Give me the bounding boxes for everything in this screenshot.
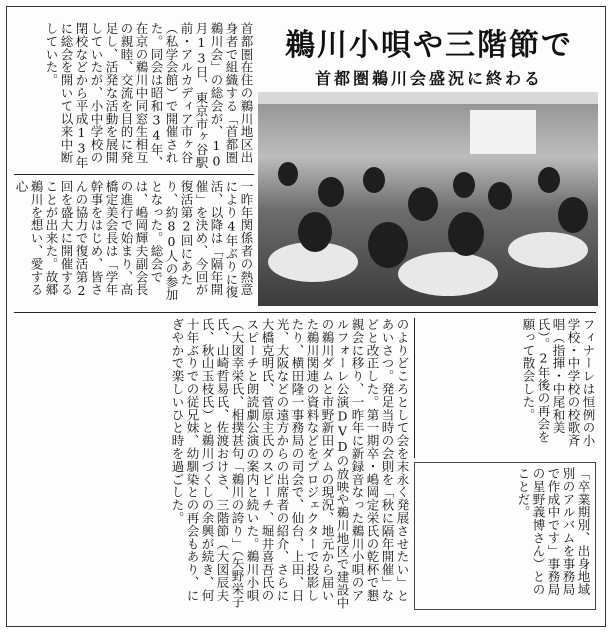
article-column-4: フィナーレは恒例の小学校・中学校の校歌斉唱（指揮・中尾和美氏）。2年後の再会を願って散会した。 (521, 318, 596, 447)
attendee (278, 162, 298, 186)
ceiling-lights (258, 92, 598, 104)
projector-screen (470, 110, 536, 154)
subheadline: 首都圏鵜川会盛況に終わる (314, 69, 543, 88)
section-divider (14, 312, 596, 313)
attendee (453, 172, 475, 198)
attendee (368, 222, 408, 268)
attendee (318, 177, 344, 207)
article-column-3: のよりどころとして会を末永く発展させたい」とあいさつ。発足当時の会則を「秋に隔年開催」などと改正した。第一期卒・嶋岡定栄氏の乾杯で懇親会に移り、一昨年に新録音なった鵜川小唄のアルフォーレ公演DVDの放映や鵜川地区で建設中の鵜川ダムと市野新田ダムの現況、地元から届いた鵜川関連の資料などをプロジェクターで投影したり、横田隆一事務局の司会で、仙台、上田、日光、大阪などの遠方からの出席者の紹介、さらに大橋克明氏、菅原主氏のスピーチ、堀井喜吾氏のスピーチと朗読劇公演の案内と続いた。鵜川小唄（大図幸栄氏、相撲甚句「鵜川の誇り」（矢野栄子氏、山崎哲易氏、佐渡おけさ、三階節（大図辰夫氏、秋山玉枝氏）と鵜川づくしの余興が続き、何十年ぶりでの従兄妹、幼馴染との再会もあり、にぎやかで楽しいひと時を過ごした。 (170, 318, 410, 610)
attendee (448, 212, 484, 256)
attendee (363, 167, 385, 193)
article-column-2: 一昨年関係者の熱意により4年ぶりに復活、以降は「隔年開催」を決め、今回が復活第2回にあたり、約80人の参加となった。総会では、嶋岡輝夫副会長の進行で始まり、高橋定美会長は「学年幹事をはじめ、皆さんの協力で復活第2回を盛大に開催することが出来た。故郷鵜川を想い、愛する心 (14, 180, 254, 302)
attendee (558, 197, 588, 233)
attendee (538, 167, 560, 193)
attendee (488, 182, 512, 210)
boxed-note (414, 462, 596, 610)
article-column-1: 首都圏在住の鵜川地区出身者で組織する「首都圏鵜川会」の総会が、10月13日、東京市ヶ谷駅前・アルカディア市ヶ谷（私学会館）で開催された。同会は昭和34年、在京の鵜川中同窓生相互の親睦、交流を目的に発足し、活発な活動を展開していたが、小中学校の閉校などから平成13年に総会を開いて以来中断していた。 (44, 22, 254, 169)
event-photo (258, 92, 598, 306)
round-table (398, 252, 498, 296)
attendee (298, 212, 332, 252)
column-divider (14, 174, 254, 175)
boxed-note-text: 「卒業期別、出身地域別のアルバムを事務局で作成中です」事務局の星野義博さん）とのことだ。 (516, 467, 591, 596)
round-table (508, 232, 588, 268)
attendee (408, 187, 438, 221)
column-divider (414, 318, 415, 458)
headline: 鵜川小唄や三階節で (285, 28, 573, 63)
